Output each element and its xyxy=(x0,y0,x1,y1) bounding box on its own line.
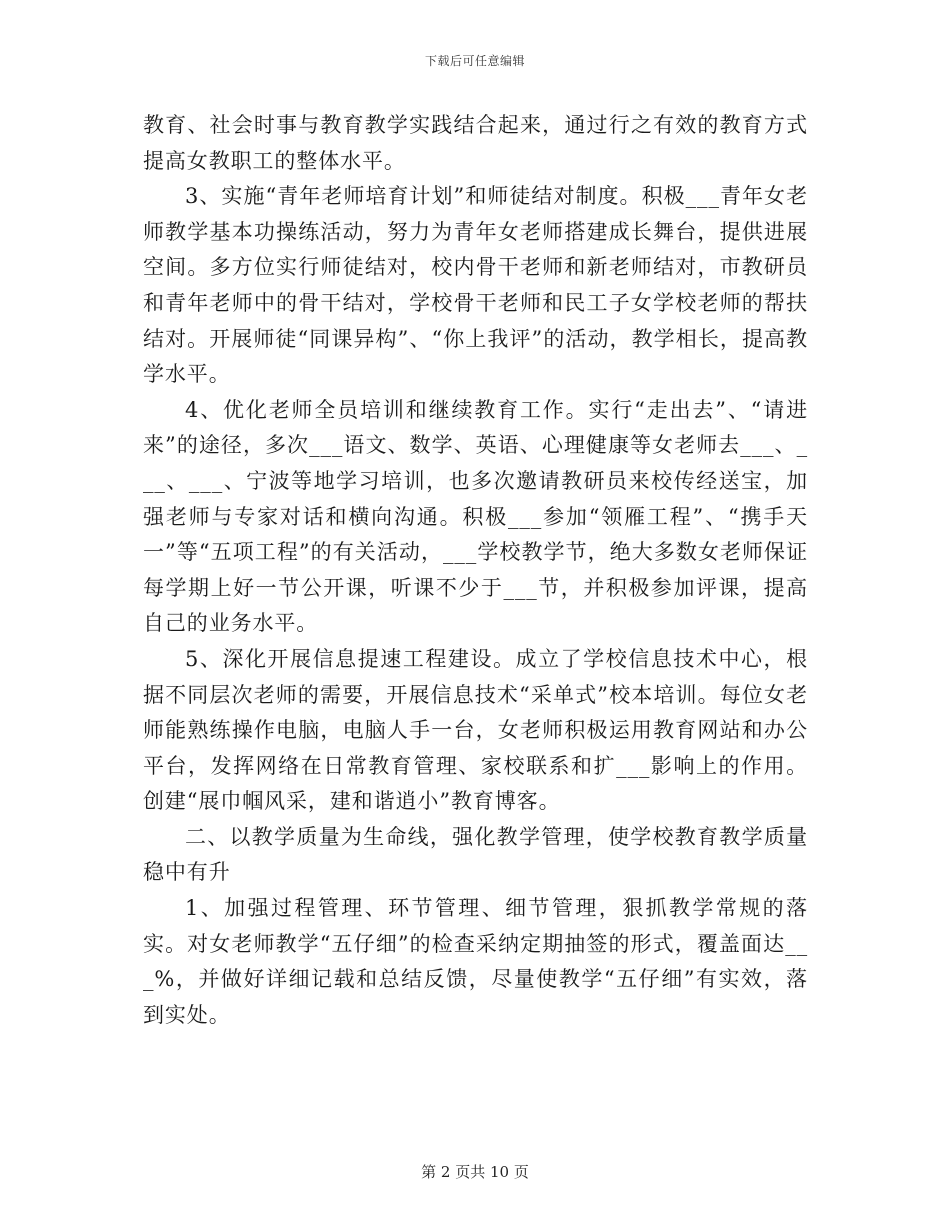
paragraph-item-5: 5、深化开展信息提速工程建设。成立了学校信息技术中心，根据不同层次老师的需要，开展信息技术“采单式”校本培训。每位女老师能熟练操作电脑，电脑人手一台，女老师积极运用教育网站和办公平台，发挥网络在日常教育管理、家校联系和扩___影响上的作用。创建“展巾帼风采，建和谐逍小”教育博客。 xyxy=(143,646,808,814)
paragraph-item-1: 1、加强过程管理、环节管理、细节管理，狠抓教学常规的落实。对女老师教学“五仔细”的检查采纳定期抽签的形式，覆盖面达___%，并做好详细记载和总结反馈，尽量使教学“五仔细”有实效，落到实处。 xyxy=(143,896,808,1027)
paragraph-item-3: 3、实施“青年老师培育计划”和师徒结对制度。积极___青年女老师教学基本功操练活动，努力为青年女老师搭建成长舞台，提供进展空间。多方位实行师徒结对，校内骨干老师和新老师结对，市教研员和青年老师中的骨干结对，学校骨干老师和民工子女学校老师的帮扶结对。开展师徒“同课异构”、“你上我评”的活动，教学相长，提高教学水平。 xyxy=(143,184,808,387)
paragraph-continuation: 教育、社会时事与教育教学实践结合起来，通过行之有效的教育方式提高女教职工的整体水平。 xyxy=(143,113,808,173)
document-body xyxy=(143,108,808,1033)
section-heading-2: 二、以教学质量为生命线，强化教学管理，使学校教育教学质量稳中有升 xyxy=(143,824,808,885)
page-number: 第 2 页共 10 页 xyxy=(421,1163,529,1181)
page-header: 下载后可任意编辑 xyxy=(424,54,525,68)
paragraph-item-4: 4、优化老师全员培训和继续教育工作。实行“走出去”、“请进来”的途径，多次___语文、数学、英语、心理健康等女老师去___、___、___、宁波等地学习培训，也多次邀请教研员来校传经送宝，加强老师与专家对话和横向沟通。积极___参加“领雁工程”、“携手天一”等“五项工程”的有关活动，___学校教学节，绝大多数女老师保证每学期上好一节公开课，听课不少于___节，并积极参加评课，提高自己的业务水平。 xyxy=(143,397,808,636)
